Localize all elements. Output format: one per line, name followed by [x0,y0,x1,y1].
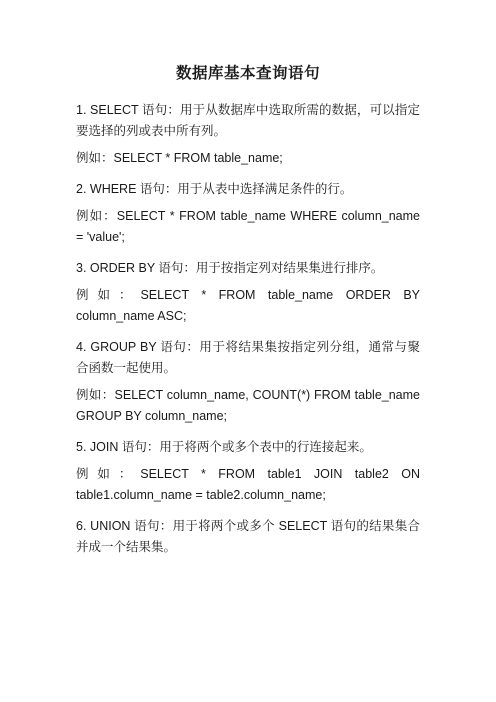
list-item [76,258,420,327]
item-example: 例如：SELECT column_name, COUNT(*) FROM table_name GROUP BY column_name; [76,388,420,423]
item-description: 3. ORDER BY 语句：用于按指定列对结果集进行排序。 [76,261,384,275]
item-example: 例如：SELECT * FROM table_name ORDER BY column_name ASC; [76,288,420,323]
list-item [76,179,420,248]
list-item [76,337,420,427]
list-item [76,437,420,506]
item-example: 例如：SELECT * FROM table1 JOIN table2 ON table1.column_name = table2.column_name; [76,467,420,502]
list-item [76,100,420,169]
item-description: 6. UNION 语句：用于将两个或多个 SELECT 语句的结果集合并成一个结果集。 [76,519,420,554]
item-description: 1. SELECT 语句：用于从数据库中选取所需的数据，可以指定要选择的列或表中所有列。 [76,103,420,138]
item-example: 例如：SELECT * FROM table_name; [76,151,283,165]
item-description: 4. GROUP BY 语句：用于将结果集按指定列分组，通常与聚合函数一起使用。 [76,340,420,375]
item-description: 5. JOIN 语句：用于将两个或多个表中的行连接起来。 [76,440,372,454]
item-description: 2. WHERE 语句：用于从表中选择满足条件的行。 [76,182,353,196]
list-item [76,516,420,558]
document-title: 数据库基本查询语句 [175,65,320,82]
item-example: 例如：SELECT * FROM table_name WHERE column_name = 'value'; [76,209,420,244]
